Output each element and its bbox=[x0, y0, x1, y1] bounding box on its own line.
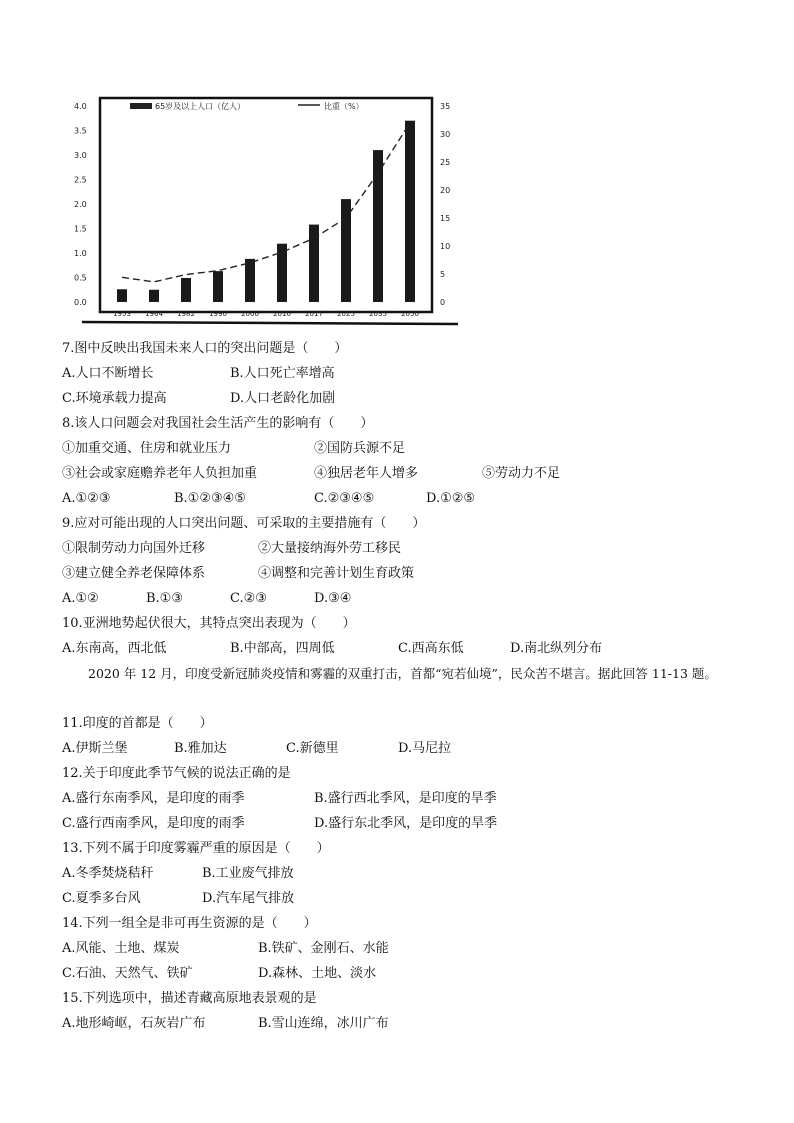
item-q8-5: ⑤劳动力不足 bbox=[482, 466, 561, 481]
left-tick-label: 2.5 bbox=[74, 175, 87, 185]
left-tick-label: 0.0 bbox=[74, 298, 87, 307]
legend-bar-label: 65岁及以上人口（亿人） bbox=[155, 102, 246, 111]
right-tick-label: 0 bbox=[440, 298, 446, 307]
option-q15-a[interactable]: A.地形崎岖，石灰岩广布 bbox=[62, 1016, 206, 1031]
line-series bbox=[122, 123, 410, 282]
question-10: 10.亚洲地势起伏很大，其特点突出表现为（ ） bbox=[62, 616, 356, 631]
x-tick-label: 2050 bbox=[401, 310, 419, 318]
option-q9-d[interactable]: D.③④ bbox=[314, 591, 352, 606]
population-aging-chart bbox=[72, 92, 460, 328]
option-q11-d[interactable]: D.马尼拉 bbox=[398, 741, 452, 756]
legend-line-label: 比重（%） bbox=[324, 102, 364, 111]
left-tick-label: 2.0 bbox=[74, 200, 87, 209]
item-q8-1: ①加重交通、住房和就业压力 bbox=[62, 441, 232, 456]
x-tick-label: 1982 bbox=[177, 310, 195, 318]
right-tick-label: 30 bbox=[440, 130, 451, 139]
question-14: 14.下列一组全是非可再生资源的是（ ） bbox=[62, 916, 317, 931]
right-tick-label: 15 bbox=[440, 214, 451, 223]
option-q10-d[interactable]: D.南北纵列分布 bbox=[510, 641, 603, 656]
option-q13-b[interactable]: B.工业废气排放 bbox=[202, 866, 294, 881]
option-q7-a[interactable]: A.人口不断增长 bbox=[62, 366, 154, 381]
bar-2010 bbox=[277, 244, 287, 302]
question-7: 7.图中反映出我国未来人口的突出问题是（ ） bbox=[62, 341, 348, 356]
option-q10-c[interactable]: C.西高东低 bbox=[398, 641, 464, 656]
item-q8-4: ④独居老年人增多 bbox=[314, 466, 419, 481]
option-q14-b[interactable]: B.铁矿、金刚石、水能 bbox=[258, 941, 389, 956]
bar-1990 bbox=[213, 271, 223, 302]
option-q13-d[interactable]: D.汽车尾气排放 bbox=[202, 891, 295, 906]
x-tick-label: 2025 bbox=[337, 310, 355, 318]
question-11: 11.印度的首都是（ ） bbox=[62, 716, 213, 731]
right-axis bbox=[440, 102, 450, 307]
right-tick-label: 35 bbox=[440, 102, 451, 111]
option-q10-b[interactable]: B.中部高，四周低 bbox=[230, 641, 335, 656]
left-tick-label: 0.5 bbox=[74, 273, 87, 283]
question-13: 13.下列不属于印度雾霾严重的原因是（ ） bbox=[62, 841, 330, 856]
x-tick-label: 2000 bbox=[241, 310, 259, 318]
x-tick-label: 1964 bbox=[145, 310, 163, 318]
option-q13-a[interactable]: A.冬季焚烧秸秆 bbox=[62, 866, 154, 881]
option-q12-b[interactable]: B.盛行西北季风，是印度的旱季 bbox=[314, 791, 497, 806]
right-tick-label: 25 bbox=[440, 158, 451, 167]
bar-1953 bbox=[117, 289, 127, 302]
left-tick-label: 3.0 bbox=[74, 151, 87, 160]
bar-2050 bbox=[405, 121, 415, 302]
option-q9-b[interactable]: B.①③ bbox=[146, 591, 183, 606]
left-tick-label: 3.5 bbox=[74, 126, 87, 136]
bar-1964 bbox=[149, 290, 159, 302]
right-tick-label: 5 bbox=[440, 270, 446, 279]
left-tick-label: 4.0 bbox=[74, 102, 87, 111]
left-tick-label: 1.0 bbox=[74, 249, 87, 258]
x-tick-label: 2010 bbox=[273, 310, 291, 318]
item-q8-3: ③社会或家庭赡养老年人负担加重 bbox=[62, 466, 258, 481]
option-q8-d[interactable]: D.①②⑤ bbox=[426, 491, 476, 506]
option-q15-b[interactable]: B.雪山连绵，冰川广布 bbox=[258, 1016, 389, 1031]
item-q9-1: ①限制劳动力向国外迁移 bbox=[62, 541, 206, 556]
bars bbox=[117, 121, 415, 302]
option-q11-a[interactable]: A.伊斯兰堡 bbox=[62, 741, 128, 756]
option-q13-c[interactable]: C.夏季多台风 bbox=[62, 891, 141, 906]
option-q14-c[interactable]: C.石油、天然气、铁矿 bbox=[62, 966, 193, 981]
right-tick-label: 10 bbox=[440, 242, 451, 251]
option-q11-c[interactable]: C.新德里 bbox=[286, 741, 339, 756]
x-tick-label: 1953 bbox=[113, 310, 131, 318]
item-q9-2: ②大量接纳海外劳工移民 bbox=[258, 541, 402, 556]
option-q12-d[interactable]: D.盛行东北季风，是印度的旱季 bbox=[314, 816, 498, 831]
x-tick-label: 2017 bbox=[305, 310, 323, 318]
option-q12-a[interactable]: A.盛行东南季风，是印度的雨季 bbox=[62, 791, 245, 806]
option-q7-c[interactable]: C.环境承载力提高 bbox=[62, 391, 167, 406]
option-q14-a[interactable]: A.风能、土地、煤炭 bbox=[62, 941, 180, 956]
right-tick-label: 20 bbox=[440, 186, 451, 195]
reading-passage bbox=[62, 661, 742, 686]
option-q14-d[interactable]: D.森林、土地、淡水 bbox=[258, 966, 377, 981]
item-q8-2: ②国防兵源不足 bbox=[314, 441, 406, 456]
question-15: 15.下列选项中，描述青藏高原地表景观的是 bbox=[62, 991, 317, 1006]
line-proportion bbox=[122, 123, 410, 282]
option-q7-d[interactable]: D.人口老龄化加剧 bbox=[230, 391, 336, 406]
option-q8-a[interactable]: A.①②③ bbox=[62, 491, 111, 506]
item-q9-3: ③建立健全养老保障体系 bbox=[62, 566, 206, 581]
question-9: 9.应对可能出现的人口突出问题、可采取的主要措施有（ ） bbox=[62, 516, 426, 531]
option-q9-a[interactable]: A.①② bbox=[62, 591, 99, 606]
legend-bar-swatch bbox=[130, 103, 152, 109]
option-q11-b[interactable]: B.雅加达 bbox=[174, 741, 227, 756]
left-tick-label: 1.5 bbox=[74, 224, 87, 234]
x-tick-label: 2035 bbox=[369, 310, 387, 318]
passage-text: 2020 年 12 月，印度受新冠肺炎疫情和雾霾的双重打击，首都“宛若仙境”，民众苦不堪言。据此回答 11-13 题。 bbox=[88, 666, 717, 681]
option-q8-b[interactable]: B.①②③④⑤ bbox=[174, 491, 246, 506]
option-q12-c[interactable]: C.盛行西南季风，是印度的雨季 bbox=[62, 816, 245, 831]
option-q8-c[interactable]: C.②③④⑤ bbox=[314, 491, 375, 506]
left-axis bbox=[74, 102, 87, 307]
question-12: 12.关于印度此季节气候的说法正确的是 bbox=[62, 766, 291, 781]
bar-1982 bbox=[181, 278, 191, 302]
x-tick-label: 1990 bbox=[209, 310, 227, 318]
legend bbox=[130, 101, 364, 111]
option-q7-b[interactable]: B.人口死亡率增高 bbox=[230, 366, 335, 381]
bar-2025 bbox=[341, 199, 351, 302]
chart-bottom-rule bbox=[82, 322, 458, 324]
question-8: 8.该人口问题会对我国社会生活产生的影响有（ ） bbox=[62, 416, 374, 431]
item-q9-4: ④调整和完善计划生育政策 bbox=[258, 566, 415, 581]
bar-2000 bbox=[245, 259, 255, 302]
option-q9-c[interactable]: C.②③ bbox=[230, 591, 267, 606]
option-q10-a[interactable]: A.东南高，西北低 bbox=[62, 641, 167, 656]
